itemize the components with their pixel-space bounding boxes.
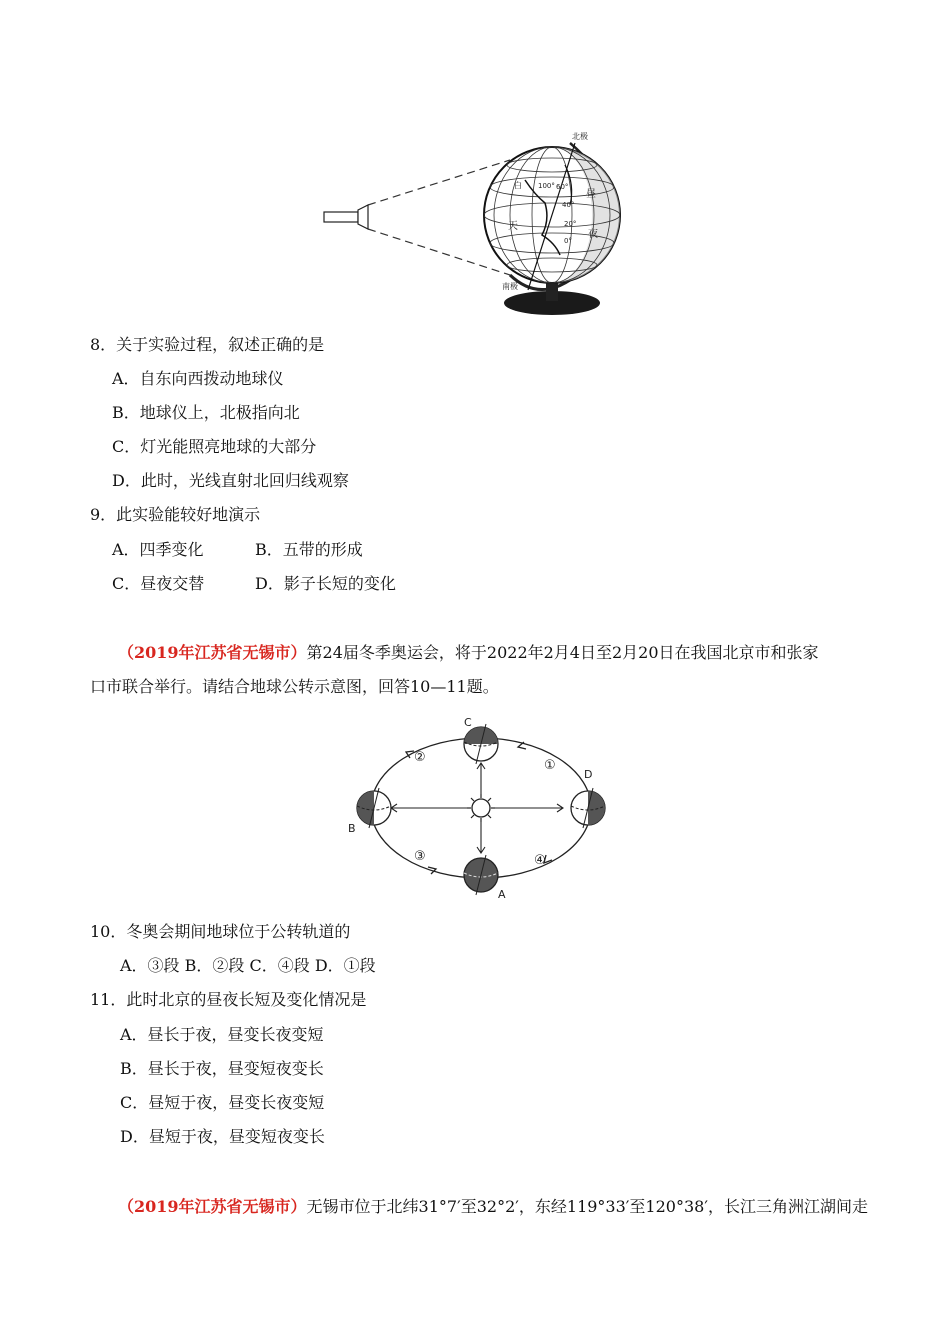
question-8-stem: 8．关于实验过程，叙述正确的是 <box>90 335 325 354</box>
sun-icon <box>467 794 495 822</box>
segment-label-2: ② <box>414 750 426 765</box>
orbit-figure <box>340 712 620 902</box>
globe-figure <box>320 125 630 320</box>
earth-position-b <box>357 788 391 828</box>
question-11-option-d[interactable]: D．昼短于夜，昼变短夜变长 <box>120 1127 325 1146</box>
question-10-options[interactable]: A．③段 B．②段 C．④段 D．①段 <box>120 956 376 975</box>
globe-sphere <box>484 143 620 290</box>
night-label: 夜 <box>588 229 598 240</box>
south-pole-label: 南极 <box>502 282 518 291</box>
earth-position-c <box>464 724 498 764</box>
position-label-a: A <box>498 888 506 901</box>
position-label-c: C <box>464 716 472 729</box>
day-label: 昼 <box>586 189 596 200</box>
question-9-option-c[interactable]: C．昼夜交替 <box>112 574 205 593</box>
lat-label: 100° <box>538 182 555 190</box>
question-9-stem: 9．此实验能较好地演示 <box>90 505 261 524</box>
question-11-option-b[interactable]: B．昼长于夜，昼变短夜变长 <box>120 1059 324 1078</box>
position-label-d: D <box>584 768 593 781</box>
passage-1 <box>90 636 862 704</box>
position-label-b: B <box>348 822 356 835</box>
question-9-option-d[interactable]: D．影子长短的变化 <box>255 574 396 593</box>
globe-illustration <box>320 125 630 320</box>
north-pole-label: 北极 <box>572 132 588 141</box>
earth-position-a <box>464 855 498 895</box>
lat-label: 0° <box>564 237 572 245</box>
question-8-option-c[interactable]: C．灯光能照亮地球的大部分 <box>112 437 317 456</box>
question-11-option-c[interactable]: C．昼短于夜，昼变长夜变短 <box>120 1093 325 1112</box>
question-8-option-d[interactable]: D．此时，光线直射北回归线观察 <box>112 471 349 490</box>
question-11-option-a[interactable]: A．昼长于夜，昼变长夜变短 <box>120 1025 324 1044</box>
passage-2 <box>90 1190 868 1224</box>
orbit-diagram <box>340 712 620 902</box>
passage-1-text-line1: 第24届冬季奥运会，将于2022年2月4日至2月20日在我国北京市和张家 <box>306 643 819 662</box>
question-8-option-b[interactable]: B．地球仪上，北极指向北 <box>112 403 300 422</box>
passage-2-text: 无锡市位于北纬31°7′至32°2′，东经119°33′至120°38′，长江三角洲江湖间走 <box>306 1197 868 1216</box>
question-11-stem: 11．此时北京的昼夜长短及变化情况是 <box>90 990 367 1009</box>
segment-label-1: ① <box>544 758 556 773</box>
passage-1-text-line2: 口市联合举行。请结合地球公转示意图，回答10—11题。 <box>90 677 499 696</box>
question-9-option-a[interactable]: A．四季变化 <box>112 540 204 559</box>
passage-1-source: （2019年江苏省无锡市） <box>118 643 307 662</box>
question-8-option-a[interactable]: A．自东向西拨动地球仪 <box>112 369 284 388</box>
question-9-option-b[interactable]: B．五带的形成 <box>255 540 363 559</box>
question-10-stem: 10．冬奥会期间地球位于公转轨道的 <box>90 922 351 941</box>
segment-label-4: ④ <box>534 853 546 868</box>
segment-label-3: ③ <box>414 849 426 864</box>
lat-label: 20° <box>564 220 577 228</box>
lamp-icon <box>324 205 368 229</box>
tian-label: 天 <box>508 221 518 232</box>
earth-position-d <box>571 788 605 828</box>
bai-label: 白 <box>514 181 522 190</box>
lat-label: 40° <box>562 201 575 209</box>
passage-2-source: （2019年江苏省无锡市） <box>118 1197 307 1216</box>
lat-label: 60° <box>556 183 569 191</box>
